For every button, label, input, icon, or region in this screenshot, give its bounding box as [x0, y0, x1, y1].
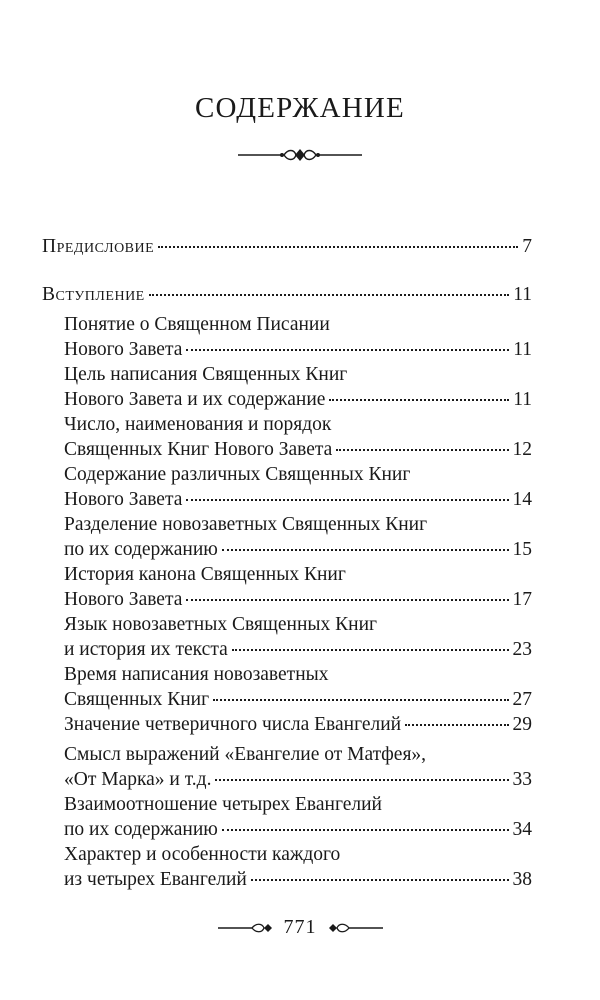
toc-page-number: 23	[512, 639, 532, 660]
toc-entry-title-line: Предисловие	[42, 236, 155, 257]
toc-entry-title-line: Понятие о Священном Писании	[64, 314, 330, 335]
toc-page-number: 15	[512, 539, 532, 560]
toc-entry-title-line: Нового Завета	[64, 339, 183, 360]
toc-entry-title-line: и история их текста	[64, 639, 228, 660]
toc-page-number: 17	[512, 589, 532, 610]
toc-page-number: 27	[512, 689, 532, 710]
page-number: 771	[283, 916, 317, 938]
toc-page-number: 33	[512, 769, 532, 790]
toc-entry-title-line: Цель написания Священных Книг	[64, 364, 348, 385]
dot-leader	[186, 499, 508, 501]
ornament-divider-icon	[236, 146, 364, 164]
dot-leader	[336, 449, 508, 451]
toc-entry-title-line: Время написания новозаветных	[64, 664, 329, 685]
toc-entry-title-line: Нового Завета	[64, 589, 183, 610]
toc-entry-title-line: Смысл выражений «Евангелие от Матфея»,	[64, 744, 427, 765]
toc-page-number: 14	[512, 489, 532, 510]
toc-page-number: 38	[512, 869, 532, 890]
page-footer	[0, 916, 600, 940]
toc-page-number: 34	[512, 819, 532, 840]
toc-entry-title-line: Значение четверичного числа Евангелий	[64, 714, 402, 735]
page-title: СОДЕРЖАНИЕ	[195, 92, 405, 124]
dot-leader	[213, 699, 508, 701]
toc-page-number: 11	[513, 284, 532, 305]
toc-page-number: 7	[522, 236, 532, 257]
dot-leader	[329, 399, 509, 401]
toc-page-number: 11	[513, 389, 532, 410]
toc-entry-title-line: Характер и особенности каждого	[64, 844, 341, 865]
dot-leader	[232, 649, 509, 651]
dot-leader	[149, 294, 509, 296]
dot-leader	[251, 879, 509, 881]
toc-page-number: 29	[512, 714, 532, 735]
toc-entry-title-line: из четырех Евангелий	[64, 869, 247, 890]
toc-entry-title-line: по их содержанию	[64, 819, 218, 840]
dot-leader	[186, 599, 508, 601]
toc-entry-title-line: «От Марка» и т.д.	[64, 769, 212, 790]
toc-page-number: 12	[512, 439, 532, 460]
ornament-left-icon	[218, 921, 276, 935]
dot-leader	[222, 829, 509, 831]
toc-entry-title-line: Язык новозаветных Священных Книг	[64, 614, 378, 635]
dot-leader	[186, 349, 509, 351]
dot-leader	[222, 549, 509, 551]
toc-entry-title-line: Священных Книг	[64, 689, 210, 710]
dot-leader	[158, 246, 518, 248]
toc-entry-title-line: Вступление	[42, 284, 145, 305]
toc-entry-title-line: Взаимоотношение четырех Евангелий	[64, 794, 382, 815]
toc-entry-title-line: Нового Завета	[64, 489, 183, 510]
dot-leader	[215, 779, 508, 781]
toc-entry-title-line: История канона Священных Книг	[64, 564, 346, 585]
toc-entry-title-line: Разделение новозаветных Священных Книг	[64, 514, 428, 535]
toc-entry-title-line: Священных Книг Нового Завета	[64, 439, 333, 460]
toc-entry-title-line: по их содержанию	[64, 539, 218, 560]
toc-entry-title-line: Содержание различных Священных Книг	[64, 464, 411, 485]
ornament-right-icon	[325, 921, 383, 935]
toc-entry-title-line: Число, наименования и порядок	[64, 414, 332, 435]
toc-entry-title-line: Нового Завета и их содержание	[64, 389, 326, 410]
dot-leader	[405, 724, 508, 726]
toc-page-number: 11	[513, 339, 532, 360]
